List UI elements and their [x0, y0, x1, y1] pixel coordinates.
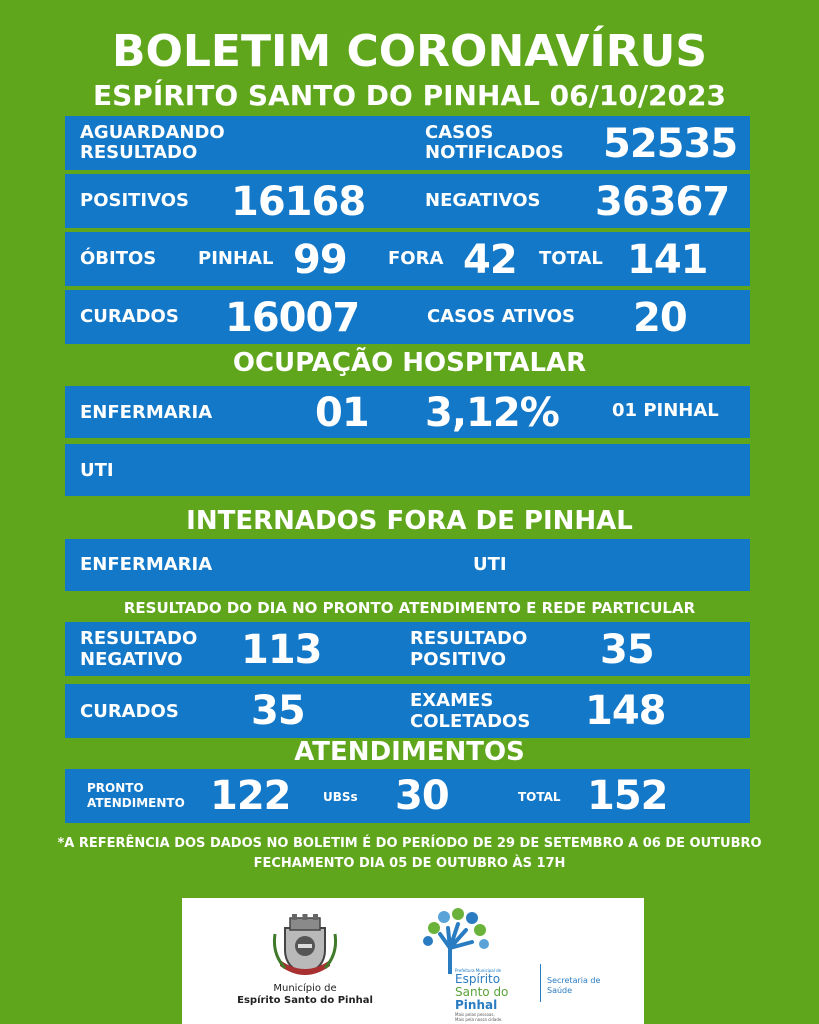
ubs-value: 30 [395, 773, 449, 819]
internados-enfermaria-label: ENFERMARIA [80, 554, 213, 575]
row-ocupacao-uti [65, 444, 750, 496]
positivos-label: POSITIVOS [80, 190, 190, 211]
pronto-atendimento-value: 122 [210, 773, 291, 819]
row-internados [65, 539, 750, 591]
casos-ativos-value: 20 [633, 295, 687, 341]
resultado-positivo-value: 35 [600, 627, 654, 673]
resultado-negativo-label-1: RESULTADO [80, 628, 198, 649]
atendimentos-total-label: TOTAL [518, 790, 561, 804]
municipal-coat-of-arms-icon [272, 914, 338, 978]
curados-value: 16007 [225, 295, 360, 341]
ocupacao-enfermaria-percent: 3,12% [425, 390, 559, 436]
exames-coletados-label-2: COLETADOS [410, 711, 531, 732]
row-resultado-dia-2 [65, 684, 750, 738]
aguardando-label-2: RESULTADO [80, 142, 198, 163]
logo-tagline-2: Mais pela nossa cidade. [455, 1017, 503, 1022]
resultado-curados-value: 35 [251, 688, 305, 734]
negativos-value: 36367 [595, 179, 730, 225]
municipio-label-2: Espírito Santo do Pinhal [237, 995, 373, 1006]
row-positivos-negativos [65, 174, 750, 228]
obitos-fora-value: 42 [463, 237, 517, 283]
casos-notificados-value: 52535 [603, 121, 738, 167]
row-atendimentos [65, 769, 750, 823]
reference-note-line-2: FECHAMENTO DIA 05 DE OUTUBRO ÀS 17H [253, 856, 566, 871]
resultado-negativo-label-2: NEGATIVO [80, 649, 183, 670]
exames-coletados-value: 148 [585, 688, 666, 734]
resultado-positivo-label-2: POSITIVO [410, 649, 507, 670]
aguardando-label-1: AGUARDANDO [80, 122, 225, 143]
obitos-label: ÓBITOS [80, 248, 157, 269]
logo-tagline-1: Mais pelas pessoas, [455, 1012, 495, 1017]
casos-ativos-label: CASOS ATIVOS [427, 306, 576, 327]
ocupacao-enfermaria-label: ENFERMARIA [80, 402, 213, 423]
logo-name-line-3: Pinhal [455, 998, 498, 1012]
exames-coletados-label-1: EXAMES [410, 690, 494, 711]
row-curados-ativos [65, 290, 750, 344]
row-resultado-dia-1 [65, 622, 750, 676]
reference-note-line-1: *A REFERÊNCIA DOS DADOS NO BOLETIM É DO PERÍODO DE 29 DE SETEMBRO A 06 DE OUTUBRO [57, 836, 762, 851]
obitos-fora-label: FORA [388, 248, 444, 269]
municipio-label-1: Município de [273, 983, 337, 994]
obitos-pinhal-value: 99 [293, 237, 347, 283]
casos-label-2: NOTIFICADOS [425, 142, 564, 163]
ocupacao-uti-label: UTI [80, 460, 114, 481]
logo-name-line-1: Espírito [455, 972, 501, 986]
row-ocupacao-enfermaria [65, 386, 750, 438]
positivos-value: 16168 [231, 179, 366, 225]
curados-label: CURADOS [80, 306, 179, 327]
bulletin-title: BOLETIM CORONAVÍRUS [111, 26, 708, 77]
bulletin-subtitle: ESPÍRITO SANTO DO PINHAL 06/10/2023 [93, 79, 726, 112]
ubs-label: UBSs [323, 790, 358, 804]
ocupacao-enfermaria-note: 01 PINHAL [612, 400, 719, 421]
ocupacao-heading: OCUPAÇÃO HOSPITALAR [232, 348, 587, 378]
atendimentos-total-value: 152 [587, 773, 668, 819]
logo-name-line-2: Santo do [455, 985, 509, 999]
logo-divider [540, 964, 541, 1002]
atendimentos-heading: ATENDIMENTOS [294, 737, 525, 767]
casos-label-1: CASOS [425, 122, 494, 143]
internados-uti-label: UTI [473, 554, 507, 575]
obitos-pinhal-label: PINHAL [198, 248, 274, 269]
pronto-atendimento-label-1: PRONTO [87, 781, 144, 795]
resultado-positivo-label-1: RESULTADO [410, 628, 528, 649]
resultado-dia-heading: RESULTADO DO DIA NO PRONTO ATENDIMENTO E REDE PARTICULAR [123, 599, 696, 617]
negativos-label: NEGATIVOS [425, 190, 541, 211]
internados-heading: INTERNADOS FORA DE PINHAL [186, 506, 633, 536]
obitos-total-label: TOTAL [539, 248, 603, 269]
ocupacao-enfermaria-value: 01 [315, 390, 369, 436]
resultado-curados-label: CURADOS [80, 701, 179, 722]
logo-prefeitura-small: Prefeitura Municipal de [455, 968, 502, 973]
health-tree-logo-icon [420, 908, 492, 974]
pronto-atendimento-label-2: ATENDIMENTO [87, 796, 185, 810]
row-aguardando-notificados [65, 116, 750, 170]
row-obitos [65, 232, 750, 286]
secretaria-label-2: Saúde [547, 986, 573, 995]
obitos-total-value: 141 [627, 237, 708, 283]
secretaria-label-1: Secretaria de [547, 976, 601, 985]
footer-logos [182, 898, 644, 1024]
resultado-negativo-value: 113 [241, 627, 322, 673]
